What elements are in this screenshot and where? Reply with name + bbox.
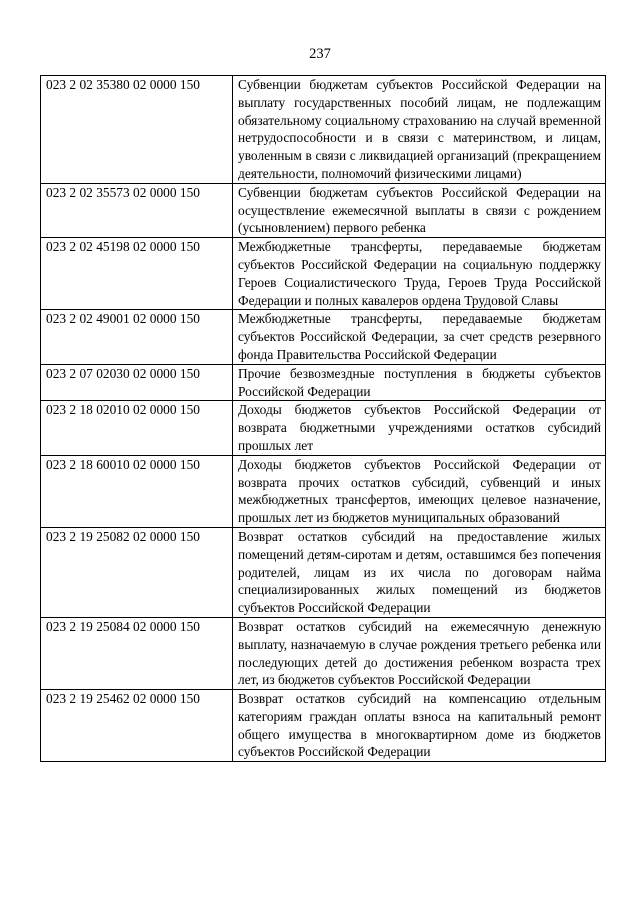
code-description: Доходы бюджетов субъектов Российской Федерации от возврата прочих остатков субсидий, субвенций и иных межбюджетных трансфертов, имеющих целевое назначение, прошлых лет из бюджетов муниципальных образований (233, 455, 606, 527)
budget-code: 023 2 18 02010 02 0000 150 (41, 401, 233, 455)
code-description: Субвенции бюджетам субъектов Российской Федерации на выплату государственных пособий лицам, не подлежащим обязательному социальному страхованию на случай временной нетрудоспособности и в связи с материнством, и лицам, уволенным в связи с ликвидацией организаций (прекращением деятельности, полномочий физическими лицами) (233, 76, 606, 184)
table-row (41, 690, 606, 762)
code-description: Доходы бюджетов субъектов Российской Федерации от возврата бюджетными учреждениями остатков субсидий прошлых лет (233, 401, 606, 455)
table-row (41, 364, 606, 401)
budget-code: 023 2 02 35573 02 0000 150 (41, 183, 233, 237)
budget-code: 023 2 19 25084 02 0000 150 (41, 617, 233, 689)
table-row (41, 183, 606, 237)
table-row (41, 76, 606, 184)
page-number: 237 (309, 46, 331, 62)
table-row (41, 238, 606, 310)
code-description: Прочие безвозмездные поступления в бюджеты субъектов Российской Федерации (233, 364, 606, 401)
code-description: Возврат остатков субсидий на компенсацию отдельным категориям граждан оплаты взноса на капитальный ремонт общего имущества в многоквартирном доме из бюджетов субъектов Российской Федерации (233, 690, 606, 762)
table-row (41, 310, 606, 364)
budget-code: 023 2 19 25462 02 0000 150 (41, 690, 233, 762)
budget-code: 023 2 19 25082 02 0000 150 (41, 527, 233, 617)
budget-code: 023 2 02 49001 02 0000 150 (41, 310, 233, 364)
code-description: Возврат остатков субсидий на предоставление жилых помещений детям-сиротам и детям, оставшимся без попечения родителей, лицам из их числа по договорам найма специализированных жилых помещений из бюджетов субъектов Российской Федерации (233, 527, 606, 617)
code-description: Межбюджетные трансферты, передаваемые бюджетам субъектов Российской Федерации на социальную поддержку Героев Социалистического Труда, Героев Труда Российской Федерации и полных кавалеров ордена Трудовой Славы (233, 238, 606, 310)
budget-code: 023 2 02 45198 02 0000 150 (41, 238, 233, 310)
budget-code: 023 2 07 02030 02 0000 150 (41, 364, 233, 401)
table-row (41, 401, 606, 455)
code-description: Возврат остатков субсидий на ежемесячную денежную выплату, назначаемую в случае рождения третьего ребенка или последующих детей до достижения ребенком возраста трех лет, из бюджетов субъектов Российской Федерации (233, 617, 606, 689)
table-row (41, 527, 606, 617)
code-description: Субвенции бюджетам субъектов Российской Федерации на осуществление ежемесячной выплаты в связи с рождением (усыновлением) первого ребенка (233, 183, 606, 237)
budget-code: 023 2 02 35380 02 0000 150 (41, 76, 233, 184)
budget-code: 023 2 18 60010 02 0000 150 (41, 455, 233, 527)
table-row (41, 455, 606, 527)
budget-codes-table (40, 75, 606, 762)
code-description: Межбюджетные трансферты, передаваемые бюджетам субъектов Российской Федерации, за счет средств резервного фонда Правительства Российской Федерации (233, 310, 606, 364)
table-row (41, 617, 606, 689)
